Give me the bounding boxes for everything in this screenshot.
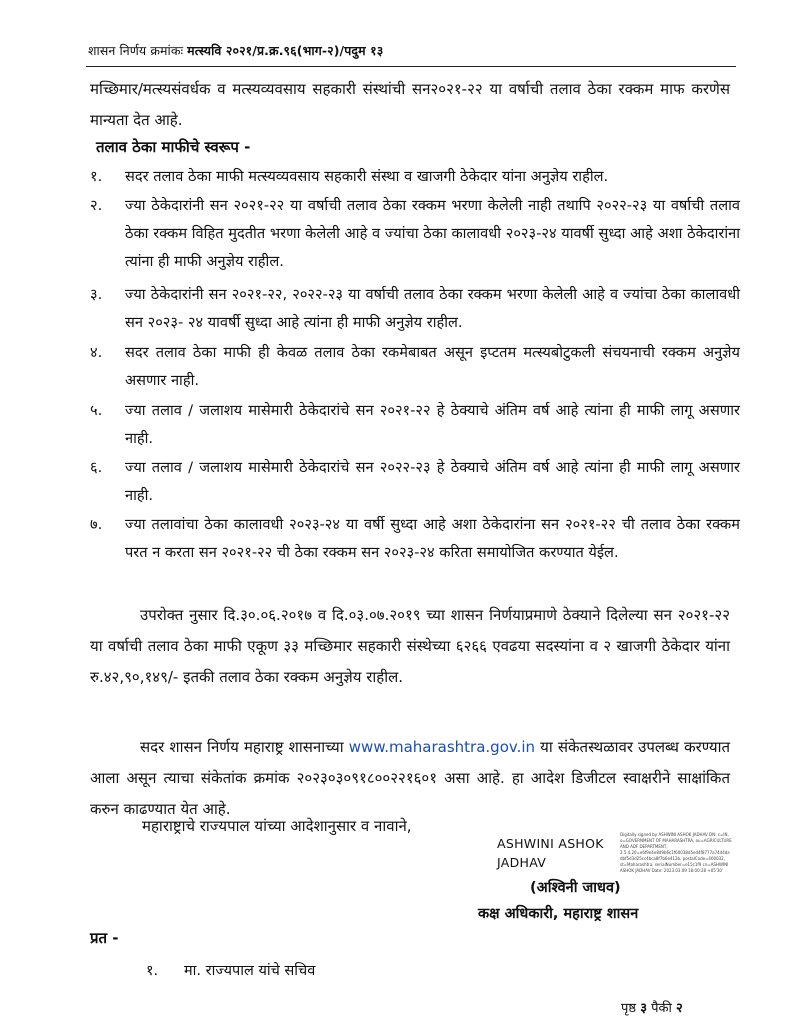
- item-text: ज्या तलावांचा ठेका कालावधी २०२३-२४ या वर्षी सुध्दा आहे अशा ठेकेदारांना सन २०२१-२२ ची तलाव ठेका रक्कम परत न करता सन २०२१-२२ ची ठेका रक्कम सन २०२३-२४ करिता समायोजित करण्यात येईल.: [125, 516, 740, 561]
- page-footer: [621, 998, 683, 1016]
- gr-number: मत्स्यवि २०२१/प्र.क्र.९६(भाग-२)/पदुम १३: [187, 43, 384, 58]
- total-pages: २: [675, 1001, 683, 1016]
- digital-signature-name: [497, 834, 617, 872]
- copy-to-item: [146, 960, 315, 980]
- list-item: [90, 511, 740, 567]
- item-text: ज्या तलाव / जलाशय मासेमारी ठेकेदारांचे सन २०२१-२२ हे ठेक्याचे अंतिम वर्ष आहे त्यांना ही माफी लागू असणार नाही.: [125, 402, 740, 447]
- officer-designation: कक्ष अधिकारी, महाराष्ट्र शासन: [478, 906, 639, 922]
- page-label: पृष्ठ: [621, 1001, 637, 1016]
- item-number: ६.: [90, 459, 103, 476]
- item-number: १.: [90, 168, 103, 185]
- item-number: २.: [90, 197, 103, 214]
- list-item: [90, 454, 740, 510]
- list-item: [90, 397, 740, 453]
- signer-name-line1: ASHWINI ASHOK: [497, 836, 604, 851]
- list-item: [90, 339, 740, 395]
- website-text-after: या संकेतस्थळावर उपलब्ध करण्यात आला असून त्याचा संकेतांक क्रमांक २०२३०३०९१८००२२१६०१ असा आहे. हा आदेश डिजीटल स्वाक्षरीने साक्षांकित करुन काढण्यात येत आहे.: [90, 738, 730, 818]
- item-text: ज्या ठेकेदारांनी सन २०२१-२२ या वर्षाची तलाव ठेका रक्कम भरणा केलेली नाही तथापि २०२२-२३ या वर्षाची तलाव ठेका रक्कम विहित मुदतीत भरणा केलेली आहे व ज्यांचा ठेका कालावधी २०२३-२४ यावर्षी सुध्दा आहे अशा ठेकेदारांना त्यांना ही माफी अनुज्ञेय राहील.: [125, 197, 740, 270]
- copy-item-number: १.: [146, 963, 159, 979]
- copy-item-text: मा. राज्यपाल यांचे सचिव: [184, 963, 316, 979]
- website-paragraph: [90, 732, 730, 825]
- website-link[interactable]: www.maharashtra.gov.in: [348, 738, 536, 756]
- item-text: सदर तलाव ठेका माफी मत्स्यव्यवसाय सहकारी संस्था व खाजगी ठेकेदार यांना अनुज्ञेय राहील.: [125, 168, 609, 185]
- section-title: तलाव ठेका माफीचे स्वरूप -: [96, 138, 251, 156]
- digital-signature-details: Digitally signed by ASHWINI ASHOK JADHAV DN: c=IN, o=GOVERNMENT OF MAHARASHTRA, ou=AGRICULTURE AND ADF DEPARTMENT, 2.5.4.20=e6f9e4e8d9b6c1f60038d5ed4f8777a74d4dadbf5d3d25cc4bca8f7b6e412b, postalCode=400032, st=Maharashtra, serialNumber=e15c1f9 cn=ASHWINI ASHOK JADHAV Date: 2023.03.09 18:00:28 +05'30': [620, 832, 732, 873]
- list-item: [90, 163, 740, 191]
- item-text: सदर तलाव ठेका माफी ही केवळ तलाव ठेका रकमेबाबत असून इप्टतम मत्स्यबोटुकली संचयनाची रक्कम अनुज्ञेय असणार नाही.: [125, 344, 740, 389]
- item-number: ७.: [90, 516, 103, 533]
- item-number: ३.: [90, 286, 103, 303]
- closing-line: महाराष्ट्राचे राज्यपाल यांच्या आदेशानुसार व नावाने,: [142, 817, 412, 835]
- header-rule: [86, 66, 736, 67]
- document-header: [88, 42, 728, 59]
- website-text-before: सदर शासन निर्णय महाराष्ट्र शासनाच्या: [140, 738, 349, 756]
- item-text: ज्या ठेकेदारांनी सन २०२१-२२, २०२२-२३ या वर्षाची तलाव ठेका रक्कम भरणा केलेली आहे व ज्यांचा ठेका कालावधी सन २०२३- २४ यावर्षी सुध्दा आहे त्यांना ही माफी अनुज्ञेय राहील.: [125, 286, 740, 331]
- summary-paragraph: उपरोक्त नुसार दि.३०.०६.२०१७ व दि.०३.०७.२०१९ च्या शासन निर्णयाप्रमाणे ठेक्याने दिलेल्या सन २०२१-२२ या वर्षाची तलाव ठेका माफी एकूण ३३ मच्छिमार सहकारी संस्थेच्या ६२६६ एवढया सदस्यांना व २ खाजगी ठेकेदार यांना रु.४२,९०,१४९/- इतकी तलाव ठेका रक्कम अनुज्ञेय राहील.: [90, 606, 730, 686]
- page-number: ३: [640, 1001, 647, 1016]
- copy-to-label: प्रत -: [90, 929, 119, 947]
- list-item: [90, 192, 740, 276]
- item-text: ज्या तलाव / जलाशय मासेमारी ठेकेदारांचे सन २०२२-२३ हे ठेक्याचे अंतिम वर्ष आहे त्यांना ही माफी लागू असणार नाही.: [125, 459, 740, 504]
- officer-name: (अश्विनी जाधव): [530, 880, 621, 896]
- gr-number-label: शासन निर्णय क्रमांकः: [88, 43, 184, 58]
- intro-paragraph: मच्छिमार/मत्स्यसंवर्धक व मत्स्यव्यवसाय सहकारी संस्थांची सन२०२१-२२ या वर्षाची तलाव ठेका रक्कम माफ करणेस मान्यता देत आहे.: [90, 80, 730, 129]
- item-number: ५.: [90, 402, 103, 419]
- item-number: ४.: [90, 344, 103, 361]
- list-item: [90, 281, 740, 337]
- signer-name-line2: JADHAV: [497, 855, 547, 870]
- page-of-label: पैकी: [651, 1001, 672, 1016]
